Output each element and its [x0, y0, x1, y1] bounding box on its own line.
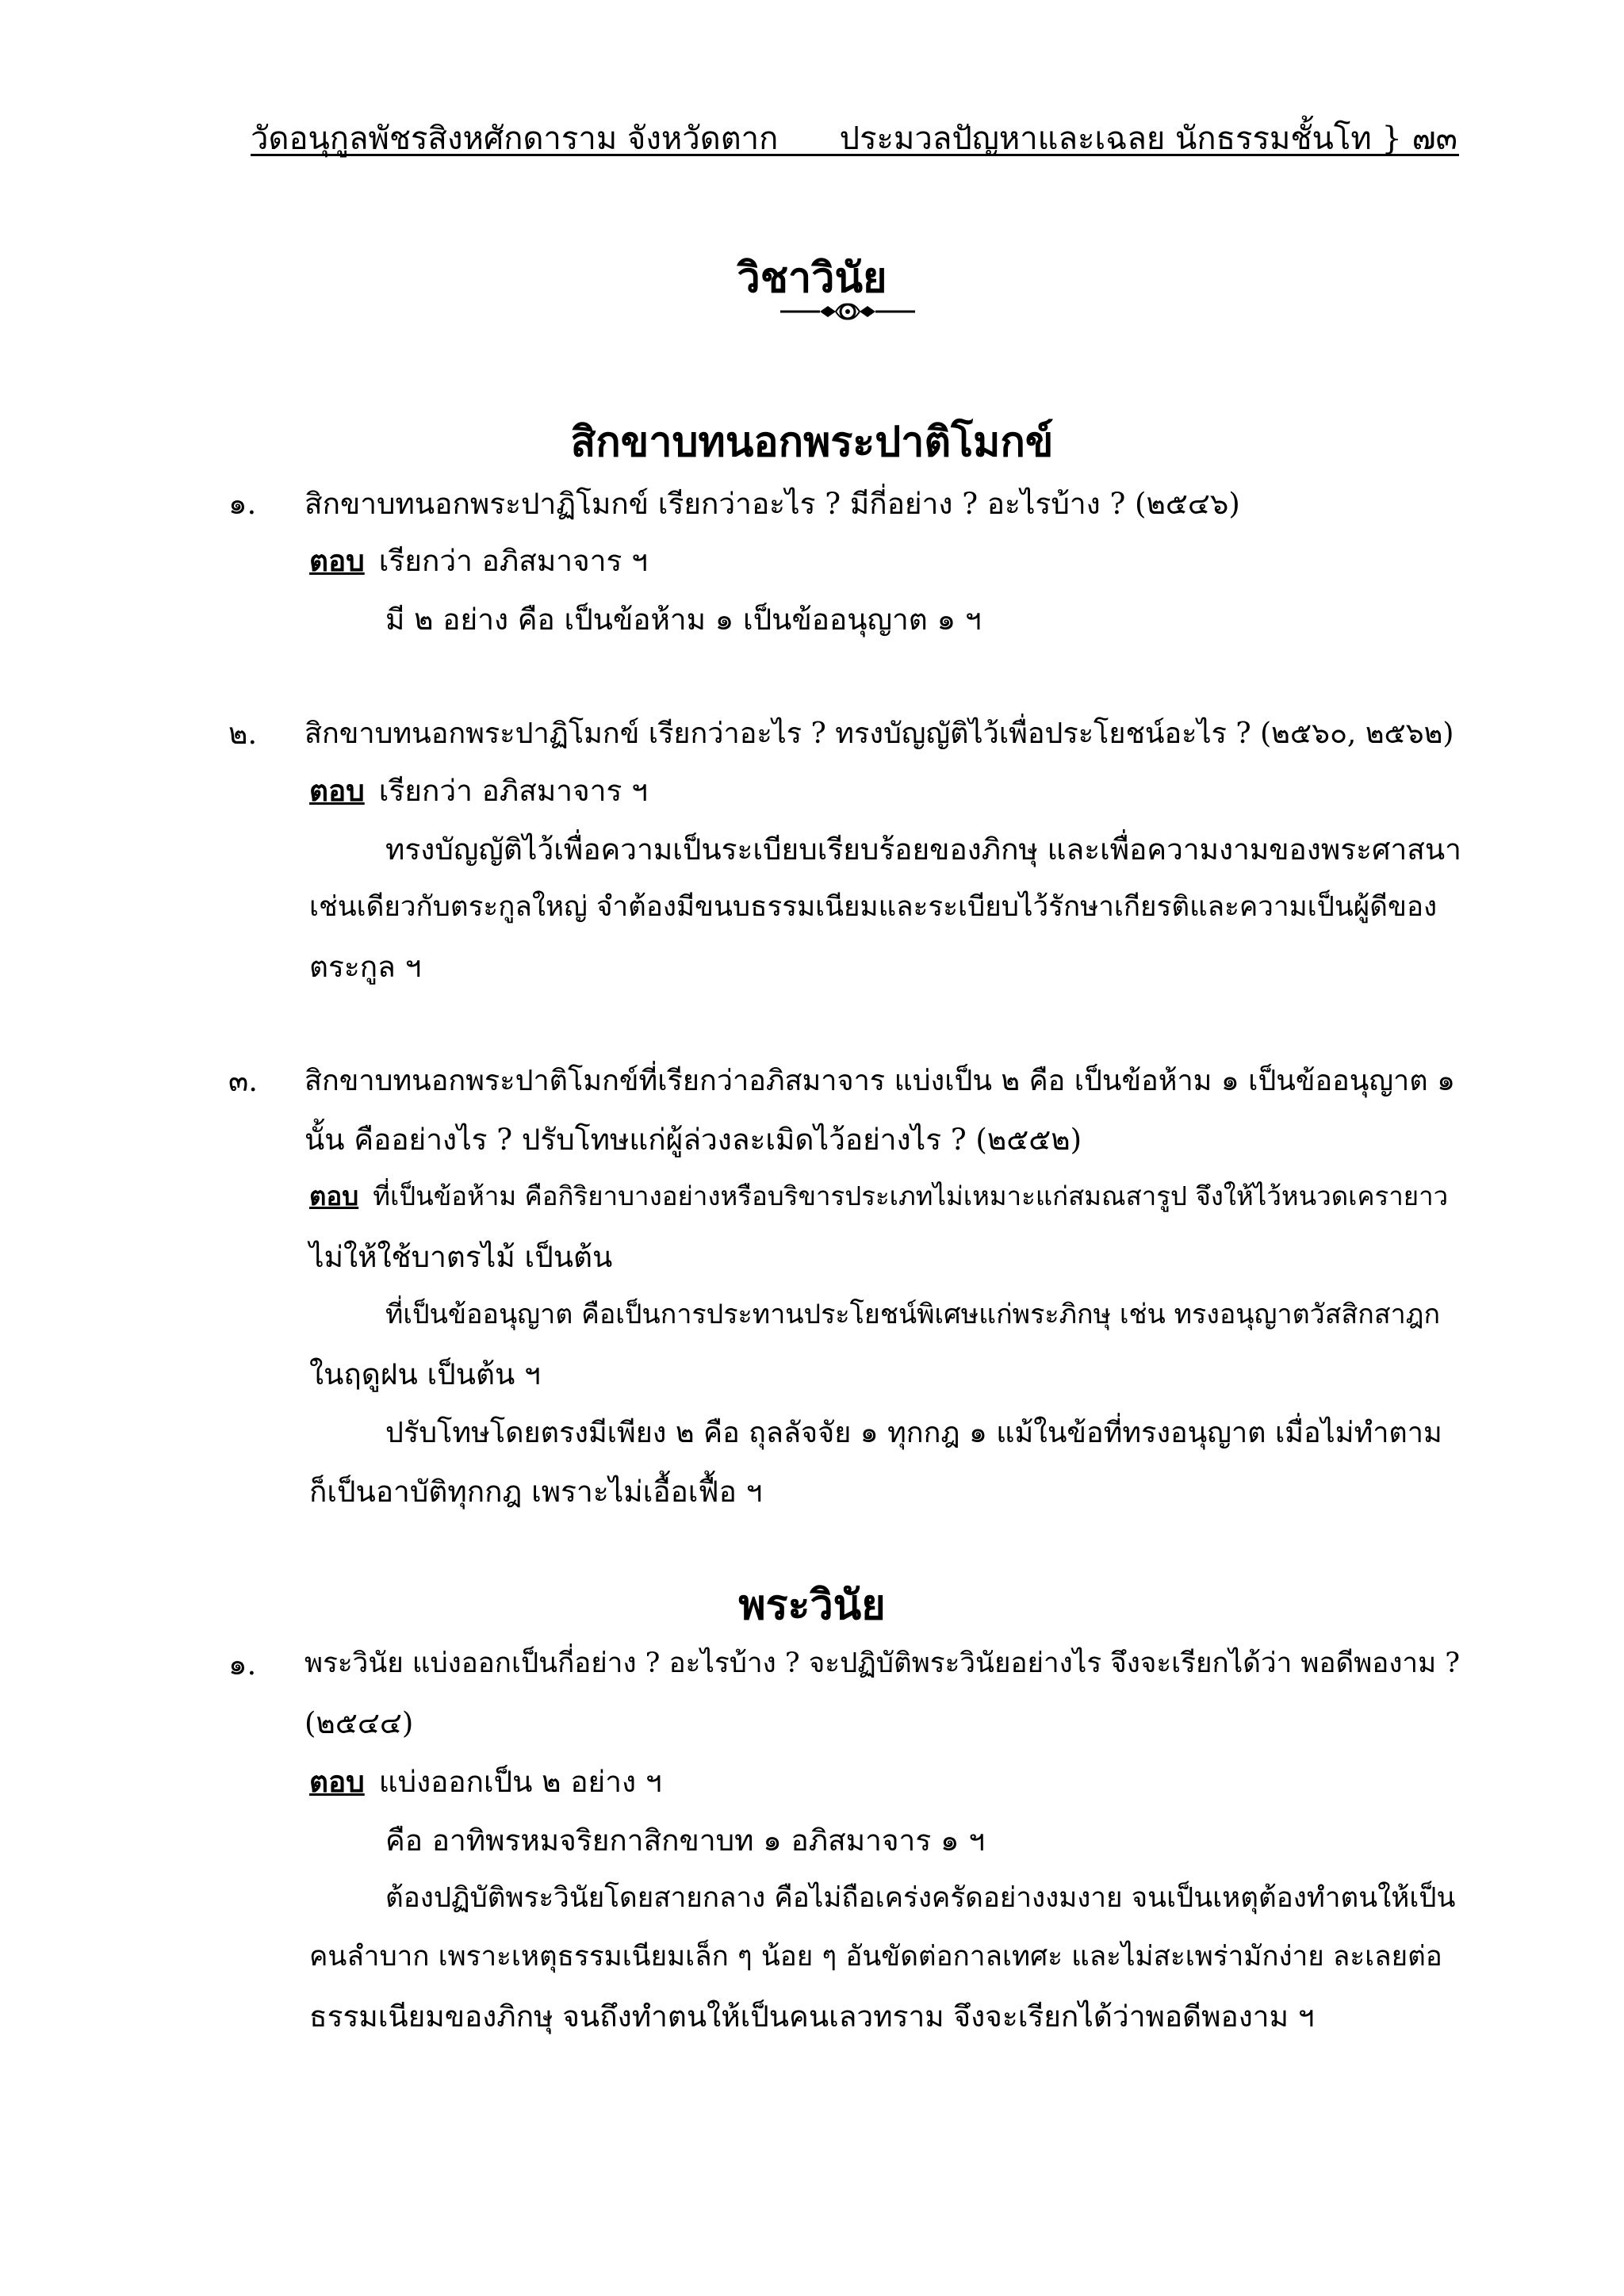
subject-title: วิชาวินัย	[737, 254, 887, 302]
answer-text: ตระกูล ฯ	[309, 950, 422, 984]
answer-text: ธรรมเนียมของภิกษุ จนถึงทำตนให้เป็นคนเลวทราม จึงจะเรียกได้ว่าพอดีพองาม ฯ	[309, 1999, 1315, 2034]
section-title: พระวินัย	[738, 1581, 886, 1629]
answer-line	[309, 1758, 662, 1805]
answer-text: คนลำบาก เพราะเหตุธรรมเนียมเล็ก ๆ น้อย ๆ อันขัดต่อกาลเทศะ และไม่สะเพร่ามักง่าย ละเลยต่อ	[309, 1941, 1442, 1973]
header-divider	[251, 154, 1459, 156]
question-number: ๑.	[228, 1647, 257, 1682]
question-text: สิกขาบทนอกพระปาฏิโมกข์ เรียกว่าอะไร ? ทรงบัญญัติไว้เพื่อประโยชน์อะไร ? (๒๕๖๐, ๒๕๖๒)	[304, 718, 1454, 750]
header-left: วัดอนุกูลพัชรสิงหศักดาราม จังหวัดตาก	[251, 121, 779, 157]
question-text: (๒๕๔๔)	[304, 1706, 414, 1740]
answer-text: เรียกว่า อภิสมาจาร ฯ	[378, 774, 648, 808]
answer-text: เช่นเดียวกับตระกูลใหญ่ จำต้องมีขนบธรรมเนียมและระเบียบไว้รักษาเกียรติและความเป็นผู้ดีของ	[309, 891, 1438, 923]
answer-text: คือ อาทิพรหมจริยกาสิกขาบท ๑ อภิสมาจาร ๑ ฯ	[385, 1823, 985, 1858]
answer-label: ตอบ	[309, 773, 365, 808]
question-number: ๒.	[228, 717, 258, 751]
question-number: ๓.	[228, 1064, 259, 1098]
answer-text: ก็เป็นอาบัติทุกกฎ เพราะไม่เอื้อเฟื้อ ฯ	[309, 1475, 763, 1509]
answer-line	[309, 1175, 1448, 1217]
answer-line	[309, 767, 648, 814]
answer-line	[309, 538, 648, 584]
header-right: ประมวลปัญหาและเฉลย นักธรรมชั้นโท } ๗๓	[839, 121, 1457, 157]
section-title: สิกขาบทนอกพระปาติโมกข์	[570, 418, 1054, 466]
answer-label: ตอบ	[309, 543, 365, 578]
answer-text: ต้องปฏิบัติพระวินัยโดยสายกลาง คือไม่ถือเคร่งครัดอย่างงมงาย จนเป็นเหตุต้องทำตนให้เป็น	[385, 1882, 1456, 1914]
answer-text: ที่เป็นข้อห้าม คือกิริยาบางอย่างหรือบริขารประเภทไม่เหมาะแก่สมณสารูป จึงให้ไว้หนวดเครายาว	[373, 1181, 1449, 1211]
answer-text: มี ๒ อย่าง คือ เป็นข้อห้าม ๑ เป็นข้ออนุญาต ๑ ฯ	[385, 603, 982, 637]
answer-text: ทรงบัญญัติไว้เพื่อความเป็นระเบียบเรียบร้อยของภิกษุ และเพื่อความงามของพระศาสนา	[385, 832, 1461, 867]
answer-text: ปรับโทษโดยตรงมีเพียง ๒ คือ ถุลลัจจัย ๑ ทุกกฎ ๑ แม้ในข้อที่ทรงอนุญาต เมื่อไม่ทำตาม	[385, 1417, 1442, 1449]
answer-text: ไม่ให้ใช้บาตรไม้ เป็นต้น	[309, 1240, 613, 1274]
question-number: ๑.	[228, 487, 257, 521]
question-text: พระวินัย แบ่งออกเป็นกี่อย่าง ? อะไรบ้าง ? จะปฏิบัติพระวินัยอย่างไร จึงจะเรียกได้ว่า พอดีพองาม ?	[304, 1647, 1461, 1679]
answer-text: เรียกว่า อภิสมาจาร ฯ	[378, 544, 648, 578]
ornament-divider-icon	[780, 300, 915, 323]
answer-label: ตอบ	[309, 1764, 365, 1799]
answer-text: ที่เป็นข้ออนุญาต คือเป็นการประทานประโยชน์พิเศษแก่พระภิกษุ เช่น ทรงอนุญาตวัสสิกสาฎก	[385, 1299, 1441, 1330]
question-text: นั้น คืออย่างไร ? ปรับโทษแก่ผู้ล่วงละเมิดไว้อย่างไร ? (๒๕๕๒)	[304, 1123, 1082, 1157]
question-text: สิกขาบทนอกพระปาติโมกข์ที่เรียกว่าอภิสมาจาร แบ่งเป็น ๒ คือ เป็นข้อห้าม ๑ เป็นข้ออนุญาต ๑	[304, 1065, 1455, 1097]
answer-text: แบ่งออกเป็น ๒ อย่าง ฯ	[378, 1765, 662, 1799]
answer-text: ในฤดูฝน เป็นต้น ฯ	[309, 1357, 541, 1391]
question-text: สิกขาบทนอกพระปาฏิโมกข์ เรียกว่าอะไร ? มีกี่อย่าง ? อะไรบ้าง ? (๒๕๔๖)	[304, 487, 1240, 521]
answer-label: ตอบ	[309, 1181, 359, 1211]
